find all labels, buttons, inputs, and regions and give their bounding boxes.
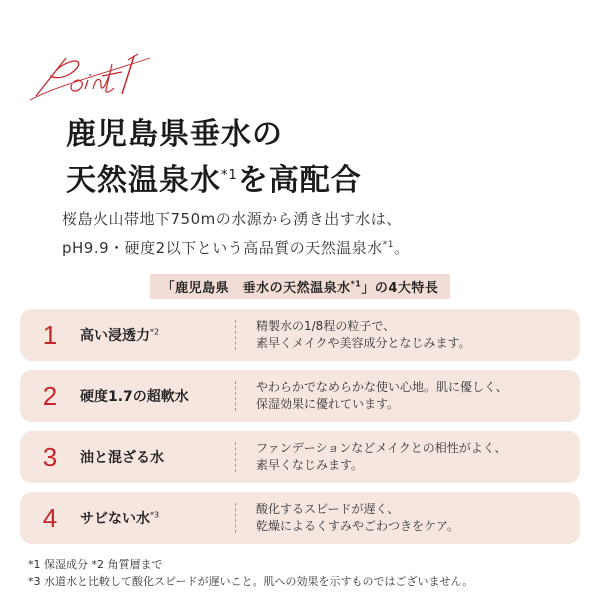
lead-line2	[62, 234, 409, 263]
feature-desc-line1: ファンデーションなどメイクとの相性がよく、	[256, 441, 507, 455]
headline-line2-main: 天然温泉水	[66, 163, 221, 198]
feature-card-3	[20, 431, 580, 483]
footnotes	[28, 556, 473, 590]
features-heading-wrap	[0, 274, 600, 299]
feature-title	[80, 508, 235, 528]
feature-desc-line2: 素早くメイクや美容成分となじみます。	[256, 336, 471, 350]
feature-divider	[235, 442, 236, 472]
features-heading	[150, 274, 451, 299]
feature-title-text: 高い浸透力	[80, 328, 150, 344]
feature-card-4	[20, 492, 580, 544]
point-1-logo	[26, 36, 156, 106]
feature-title-sup: *3	[150, 510, 160, 520]
lead-line2-tail: 。	[393, 239, 410, 257]
lead-line2-sup: *1	[382, 240, 394, 250]
features-heading-tail: 」の4大特長	[361, 281, 439, 296]
footnote-line1: *1 保湿成分 *2 角質層まで	[28, 558, 163, 571]
feature-divider	[235, 381, 236, 411]
feature-title-text: サビない水	[80, 511, 150, 527]
feature-list	[20, 309, 580, 553]
feature-description	[256, 440, 580, 474]
feature-card-1	[20, 309, 580, 361]
feature-title	[80, 386, 235, 406]
footnote-line2: *3 水道水と比較して酸化スピードが遅いこと。肌への効果を示すものではございません。	[28, 575, 474, 588]
point-1-logo-graphic	[26, 36, 156, 106]
lead-paragraph	[62, 205, 409, 263]
feature-title	[80, 447, 235, 467]
feature-divider	[235, 503, 236, 533]
feature-title	[80, 325, 235, 345]
feature-number: 2	[42, 380, 58, 411]
lead-line1: 桜島火山帯地下750mの水源から湧き出す水は、	[62, 210, 402, 228]
feature-title-sup: *2	[150, 327, 160, 337]
headline-line2-sup: *1	[221, 168, 238, 183]
feature-divider	[235, 320, 236, 350]
feature-desc-line1: やわらかでなめらかな使い心地。肌に優しく、	[256, 380, 508, 394]
headline	[66, 112, 362, 204]
feature-description	[256, 379, 580, 413]
feature-title-text: 油と混ざる水	[80, 450, 164, 466]
feature-desc-line2: 乾燥によるくすみやごわつきをケア。	[256, 519, 460, 533]
feature-description	[256, 318, 580, 352]
feature-card-2	[20, 370, 580, 422]
headline-line2	[66, 158, 362, 204]
feature-number: 1	[42, 319, 58, 350]
feature-desc-line1: 酸化するスピードが遅く、	[256, 502, 400, 516]
features-heading-main: 「鹿児島県 垂水の天然温泉水	[161, 281, 351, 296]
lead-line2-main: pH9.9・硬度2以下という高品質の天然温泉水	[62, 239, 383, 257]
headline-line1: 鹿児島県垂水の	[66, 117, 283, 152]
feature-title-text: 硬度1.7の超軟水	[80, 389, 189, 405]
feature-desc-line1: 精製水の1/8程の粒子で、	[256, 319, 396, 333]
feature-desc-line2: 保湿効果に優れています。	[256, 397, 400, 411]
feature-desc-line2: 素早くなじみます。	[256, 458, 364, 472]
feature-description	[256, 501, 580, 535]
feature-number: 4	[42, 502, 58, 533]
feature-number: 3	[42, 441, 58, 472]
features-heading-sup: *1	[350, 279, 362, 289]
headline-line2-tail: を高配合	[237, 163, 362, 198]
